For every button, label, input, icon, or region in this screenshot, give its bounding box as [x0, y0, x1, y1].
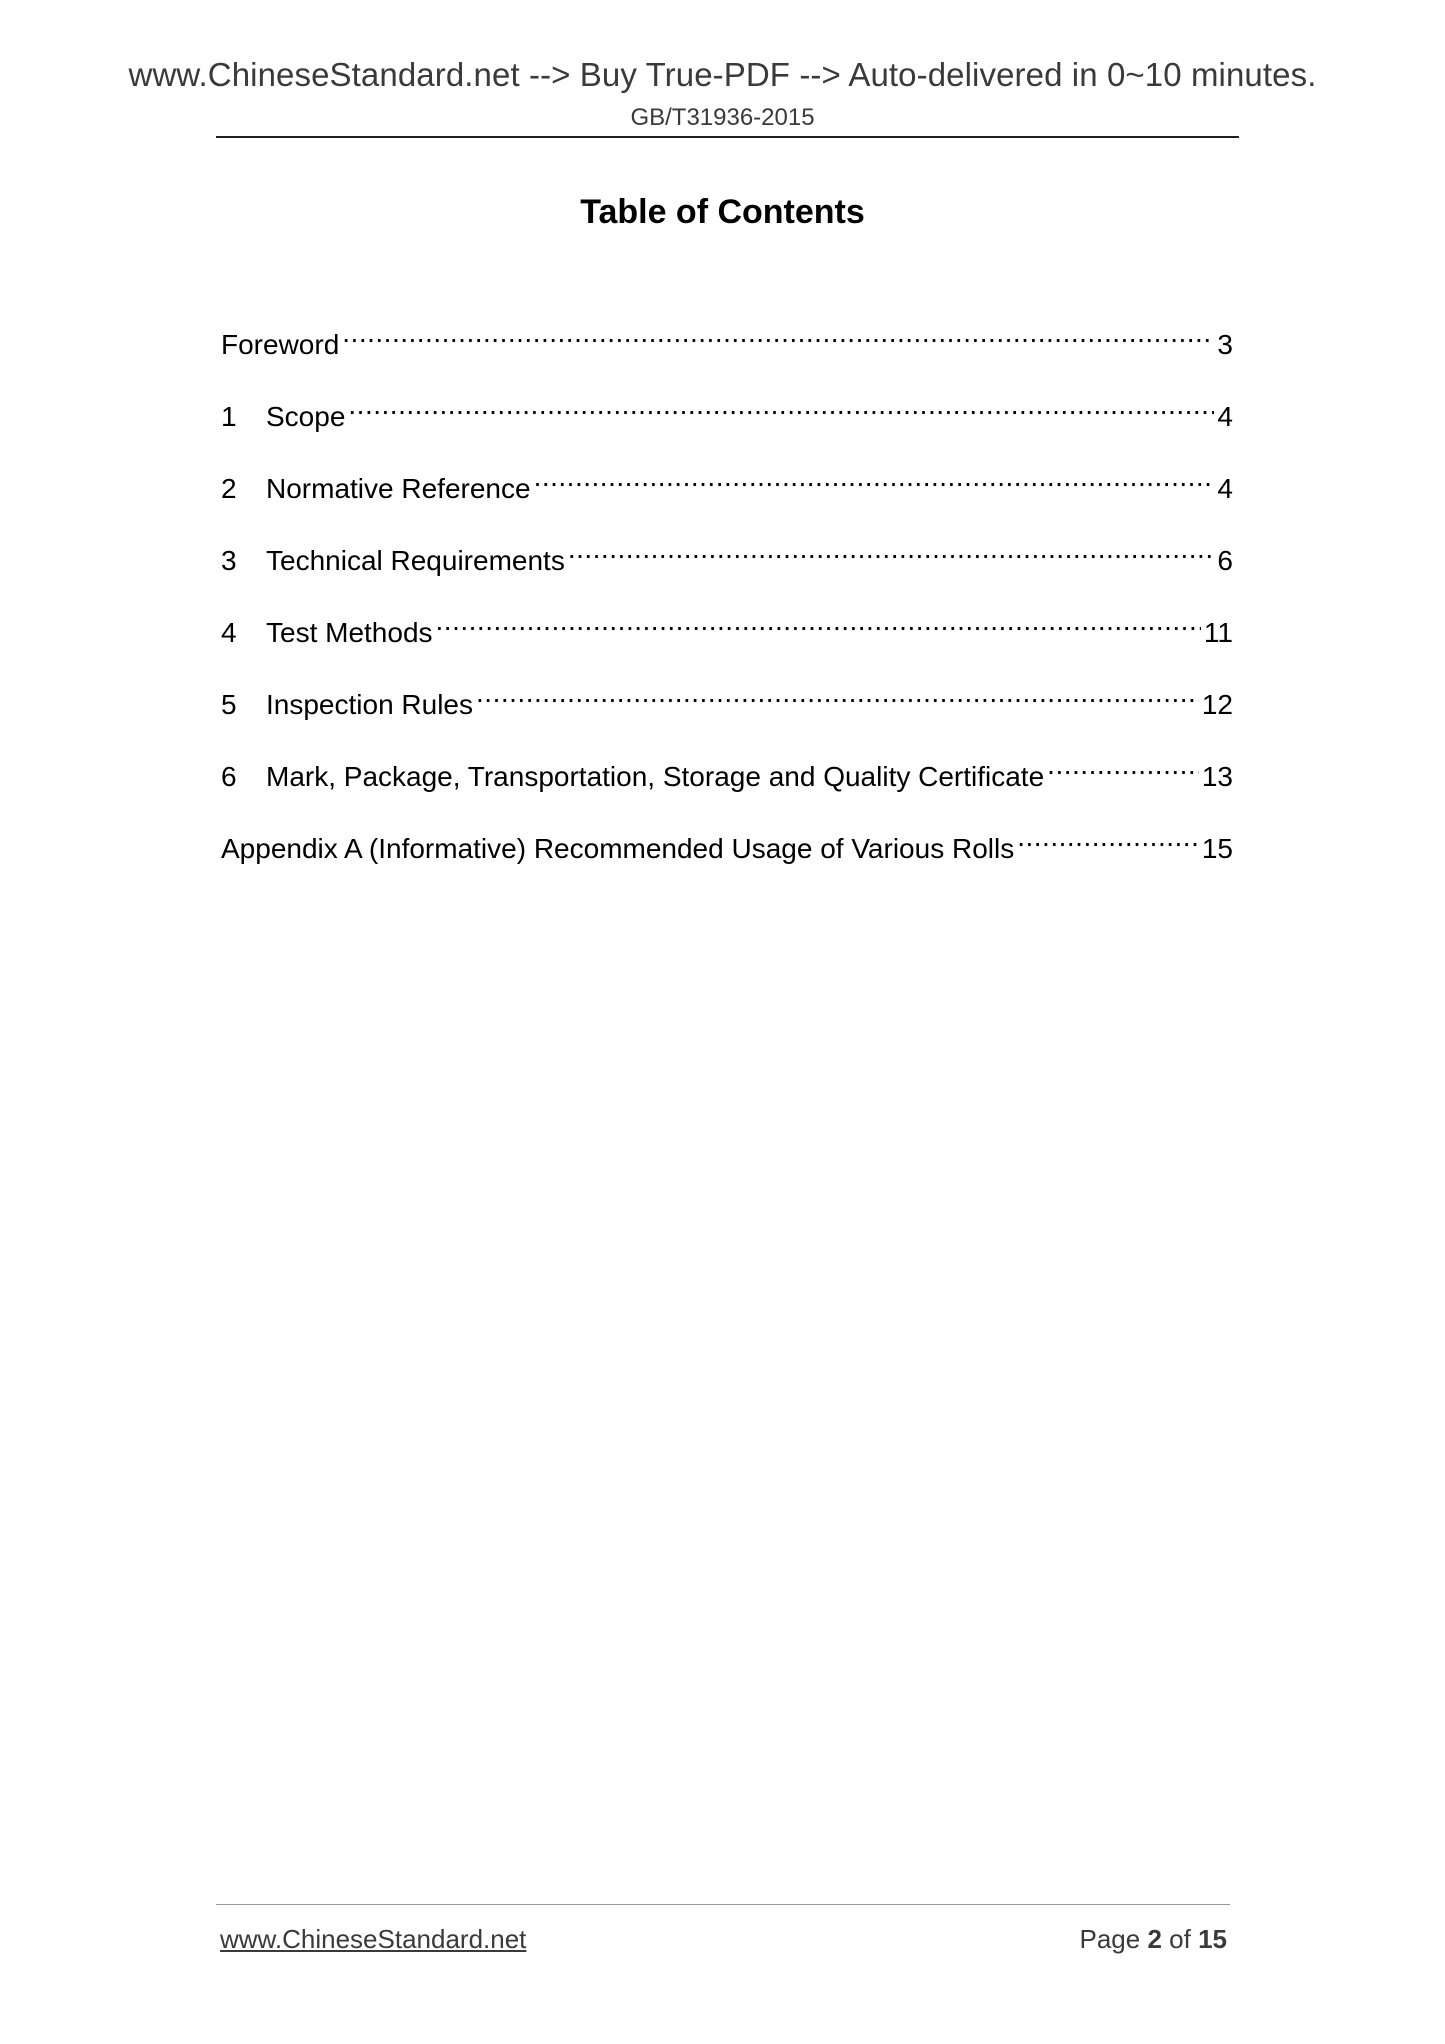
- toc-entry-page: 4: [1217, 473, 1233, 504]
- toc-dot-leader: [476, 672, 1199, 714]
- toc-entry-label: Technical Requirements: [266, 545, 565, 576]
- toc-dot-leader: [1047, 744, 1199, 786]
- page-prefix: Page: [1079, 1924, 1141, 1954]
- toc-entry-number: 3: [221, 545, 237, 576]
- toc-dot-leader: [534, 456, 1215, 498]
- toc-entry-inspection-rules[interactable]: [221, 672, 1233, 744]
- page-indicator: [1079, 1924, 1227, 1955]
- toc-entry-page: 3: [1217, 329, 1233, 360]
- toc-entry-number: 6: [221, 761, 237, 792]
- toc-entry-scope[interactable]: [221, 384, 1233, 456]
- toc-entry-mark-package[interactable]: [221, 744, 1233, 816]
- toc-entry-normative-reference[interactable]: [221, 456, 1233, 528]
- footer-divider: [216, 1904, 1230, 1905]
- toc-entry-page: 12: [1201, 689, 1233, 720]
- toc-entry-label: Inspection Rules: [266, 689, 474, 720]
- toc-entry-page: 13: [1201, 761, 1233, 792]
- total-page-count: 15: [1198, 1924, 1227, 1954]
- toc-entry-appendix-a[interactable]: [221, 816, 1233, 888]
- toc-entry-technical-requirements[interactable]: [221, 528, 1233, 600]
- standard-code: GB/T31936-2015: [630, 104, 815, 131]
- header-banner: www.ChineseStandard.net --> Buy True-PDF --> Auto-delivered in 0~10 minutes.: [128, 56, 1317, 93]
- toc-entry-test-methods[interactable]: [221, 600, 1233, 672]
- toc-title: Table of Contents: [580, 193, 865, 231]
- toc-entry-label: Foreword: [221, 329, 340, 360]
- toc-dot-leader: [1017, 816, 1199, 858]
- toc-entry-foreword[interactable]: [221, 312, 1233, 384]
- current-page-number: 2: [1147, 1924, 1162, 1954]
- page-of: of: [1169, 1924, 1191, 1954]
- toc-entry-page: 4: [1217, 401, 1233, 432]
- toc-entry-page: 6: [1217, 545, 1233, 576]
- toc-entry-label: Normative Reference: [266, 473, 531, 504]
- toc-entry-page: 15: [1201, 833, 1233, 864]
- toc-entry-label: Test Methods: [266, 617, 433, 648]
- header-divider: [216, 136, 1239, 138]
- toc-entry-label: Scope: [266, 401, 346, 432]
- toc-entry-label: Appendix A (Informative) Recommended Usage of Various Rolls: [221, 833, 1015, 864]
- toc-dot-leader: [436, 600, 1201, 642]
- toc-entry-number: 2: [221, 473, 237, 504]
- toc-dot-leader: [348, 384, 1214, 426]
- toc-entry-page: 11: [1203, 617, 1233, 648]
- toc-entry-number: 4: [221, 617, 237, 648]
- footer-website-link[interactable]: www.ChineseStandard.net: [220, 1924, 527, 1954]
- toc-dot-leader: [342, 312, 1214, 354]
- toc-dot-leader: [568, 528, 1215, 570]
- toc-entry-number: 5: [221, 689, 237, 720]
- table-of-contents: [221, 312, 1233, 888]
- toc-entry-number: 1: [221, 401, 237, 432]
- toc-entry-label: Mark, Package, Transportation, Storage and Quality Certificate: [266, 761, 1045, 792]
